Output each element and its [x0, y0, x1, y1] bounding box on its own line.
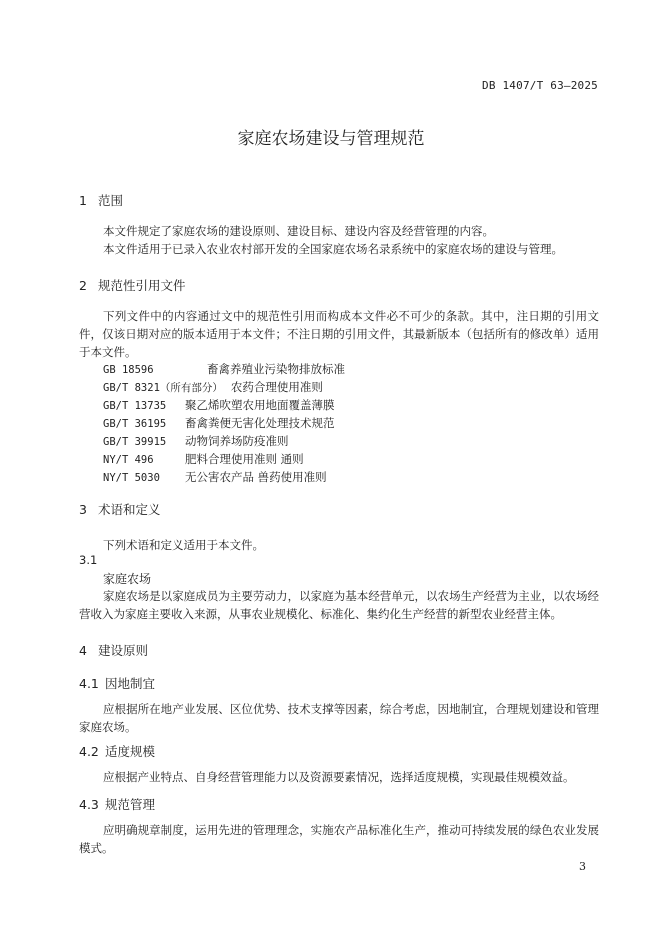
section-3-heading [79, 500, 161, 518]
section-title: 建设原则 [98, 643, 149, 658]
page-number: 3 [579, 860, 586, 873]
reference-title: 无公害农产品 兽药使用准则 [185, 470, 327, 484]
term-number: 3.1 [79, 553, 98, 567]
reference-code: GB/T 39915 [103, 436, 167, 448]
reference-title: 动物饲养场防疫准则 [185, 434, 289, 448]
section-4-heading [79, 641, 148, 659]
subsection-number: 4.1 [79, 676, 99, 691]
reference-item [103, 397, 335, 413]
subsection-4-2-heading [79, 742, 155, 760]
paragraph: 下列术语和定义适用于本文件。 [103, 538, 264, 552]
section-number: 2 [79, 278, 87, 293]
subsection-4-1-heading [79, 674, 155, 692]
reference-code: NY/T 5030 [103, 472, 160, 484]
section-number: 1 [79, 193, 87, 208]
paragraph: 应明确规章制度，运用先进的管理理念，实施农产品标准化生产，推动可持续发展的绿色农业发展模式。 [79, 823, 599, 855]
paragraph: 应根据所在地产业发展、区位优势、技术支撑等因素，综合考虑，因地制宜，合理规划建设和管理家庭农场。 [79, 702, 599, 734]
reference-item [103, 379, 323, 395]
term-name: 家庭农场 [103, 572, 152, 586]
section-number: 3 [79, 502, 87, 517]
subsection-title: 适度规模 [105, 744, 156, 759]
reference-code: GB/T 8321（所有部分） [103, 382, 223, 394]
reference-title: 肥料合理使用准则 通则 [185, 452, 304, 466]
reference-item [103, 361, 345, 377]
reference-title: 聚乙烯吹塑农用地面覆盖薄膜 [185, 398, 335, 412]
section-1-heading [79, 191, 123, 209]
reference-code: GB/T 36195 [103, 418, 167, 430]
paragraph: 下列文件中的内容通过文中的规范性引用而构成本文件必不可少的条款。其中，注日期的引用文件，仅该日期对应的版本适用于本文件；不注日期的引用文件，其最新版本（包括所有的修改单）适用于本文件。 [79, 309, 599, 359]
reference-item [103, 469, 327, 485]
reference-code: NY/T 496 [103, 454, 154, 466]
subsection-number: 4.3 [79, 797, 99, 812]
reference-title: 畜禽养殖业污染物排放标准 [207, 362, 345, 376]
subsection-title: 因地制宜 [105, 676, 156, 691]
section-title: 规范性引用文件 [98, 278, 186, 293]
page-title: 家庭农场建设与管理规范 [237, 129, 425, 149]
section-title: 范围 [98, 193, 124, 208]
reference-title: 农药合理使用准则 [230, 380, 323, 394]
section-title: 术语和定义 [98, 502, 161, 517]
paragraph: 本文件规定了家庭农场的建设原则、建设目标、建设内容及经营管理的内容。 [103, 224, 494, 238]
paragraph: 应根据产业特点、自身经营管理能力以及资源要素情况，选择适度规模，实现最佳规模效益。 [103, 770, 575, 784]
subsection-number: 4.2 [79, 744, 99, 759]
reference-item [103, 451, 304, 467]
paragraph: 本文件适用于已录入农业农村部开发的全国家庭农场名录系统中的家庭农场的建设与管理。 [103, 242, 563, 256]
term-definition: 家庭农场是以家庭成员为主要劳动力，以家庭为基本经营单元，以农场生产经营为主业，以农场经营收入为家庭主要收入来源，从事农业规模化、标准化、集约化生产经营的新型农业经营主体。 [79, 589, 599, 621]
section-2-heading [79, 276, 186, 294]
reference-code: GB/T 13735 [103, 400, 167, 412]
subsection-title: 规范管理 [105, 797, 156, 812]
section-number: 4 [79, 643, 87, 658]
reference-item [103, 415, 335, 431]
reference-code: GB 18596 [103, 364, 154, 376]
reference-title: 畜禽粪便无害化处理技术规范 [185, 416, 335, 430]
document-code: DB 1407/T 63—2025 [482, 79, 598, 92]
reference-item [103, 433, 289, 449]
subsection-4-3-heading [79, 795, 155, 813]
